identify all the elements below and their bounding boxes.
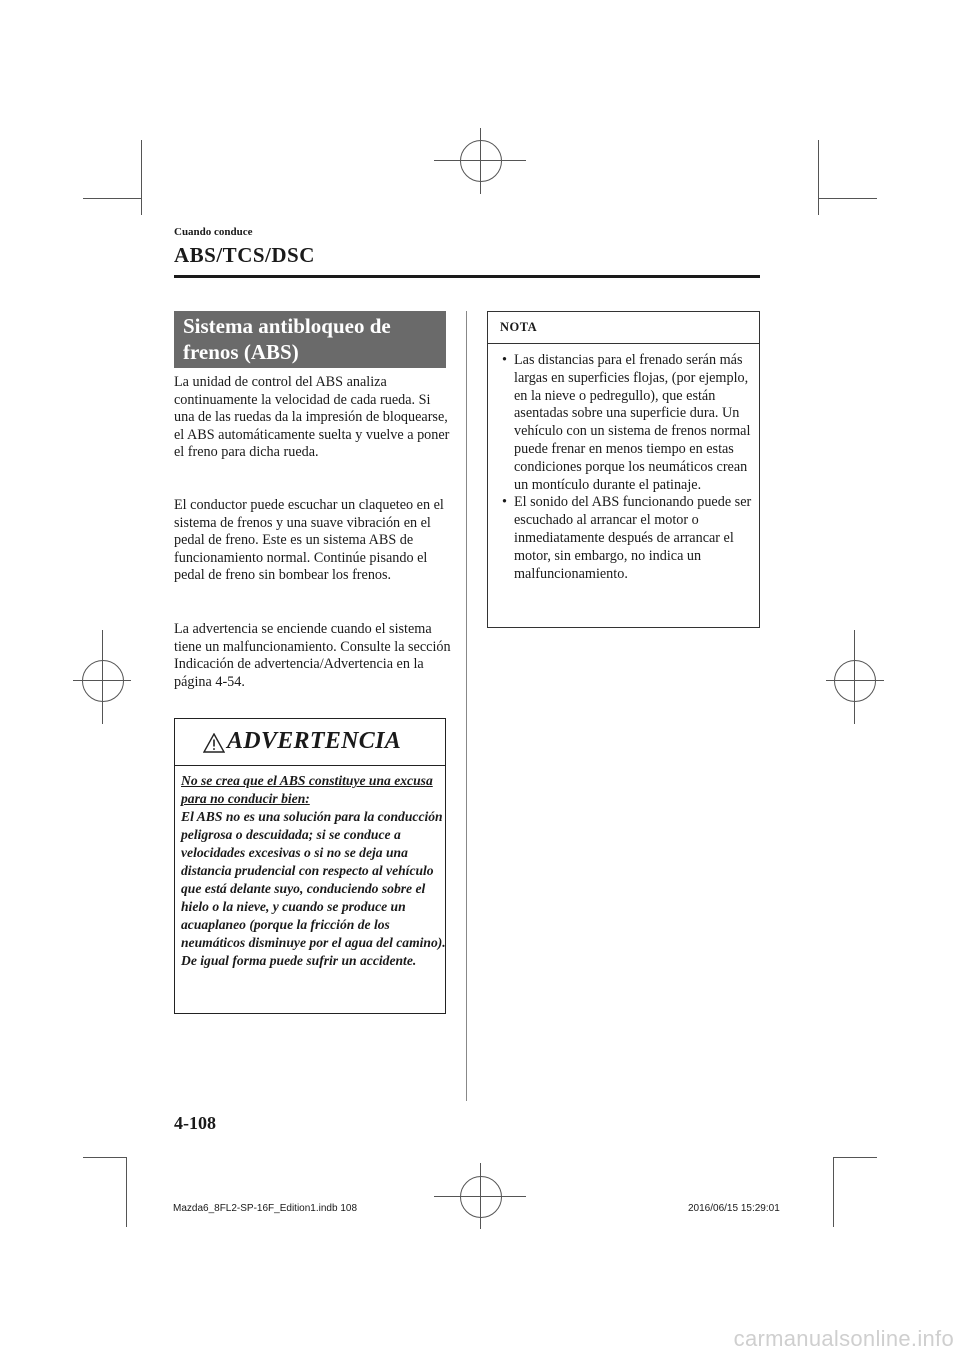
section-heading-line-2: frenos (ABS) (183, 340, 299, 364)
warning-title: ADVERTENCIA (227, 728, 402, 754)
registration-mark-bottom (460, 1176, 502, 1218)
imprint-file: Mazda6_8FL2-SP-16F_Edition1.indb 108 (173, 1203, 358, 1214)
imprint-date: 2016/06/15 15:29:01 (688, 1203, 780, 1214)
bullet-icon: • (502, 352, 507, 368)
warning-text (181, 772, 447, 970)
note-title: NOTA (500, 320, 538, 334)
paragraph-warning-light: La advertencia se enciende cuando el sistema tiene un malfuncionamiento. Consulte la sección Indicación de advertencia/Advertencia en la página 4-54. (174, 621, 451, 690)
registration-mark-top (460, 140, 502, 182)
footer-watermark: carmanualsonline.info (733, 1326, 954, 1351)
chapter-title: ABS/TCS/DSC (174, 243, 315, 267)
section-heading-line-1: Sistema antibloqueo de (183, 314, 391, 338)
paragraph-abs-control: La unidad de control del ABS analiza continuamente la velocidad de cada rueda. Si una de las ruedas da la impresión de bloquearse, el ABS automáticamente suelta y vuelve a poner el freno para dicha rueda. (174, 374, 450, 461)
column-divider (466, 311, 467, 1101)
section-heading (174, 311, 446, 368)
warning-header (175, 719, 445, 766)
warning-body: El ABS no es una solución para la conducción peligrosa o descuidada; si se conduce a velocidades excesivas o si no se deja una distancia prudencial con respecto al vehículo que está delante suyo, conduciendo sobre el hielo o la nieve, y cuando se produce un acuaplaneo (porque la fricción de los neumáticos disminuye por el agua del camino). De igual forma puede sufrir un accidente. (181, 809, 446, 968)
warning-lead: No se crea que el ABS constituye una excusa para no conducir bien: (181, 773, 433, 806)
warning-triangle-icon (203, 733, 225, 753)
note-item-text: Las distancias para el frenado serán más largas en superficies flojas, (por ejemplo, en la nieve o pedregullo), que están asentadas sobre una superficie dura. Un vehículo con un sistema de frenos normal puede frenar en menos tiempo en estas condiciones porque los neumáticos crean un montículo durante el patinaje. (514, 352, 751, 493)
page-number: 4-108 (174, 1113, 216, 1133)
note-item (500, 494, 752, 583)
note-item-text: El sonido del ABS funcionando puede ser escuchado al arrancar el motor o inmediatamente después de arrancar el motor, sin embargo, no indica un malfuncionamiento. (514, 494, 752, 582)
warning-box (174, 718, 446, 1014)
note-item (500, 352, 752, 494)
header-rule (174, 275, 760, 278)
section-label: Cuando conduce (174, 226, 253, 238)
note-header (488, 312, 759, 344)
note-list (500, 352, 752, 583)
paragraph-clicking-sound: El conductor puede escuchar un claqueteo en el sistema de frenos y una suave vibración en el pedal de freno. Este es un sistema ABS de funcionamiento normal. Continúe pisando el pedal de freno sin bombear los frenos. (174, 497, 444, 584)
registration-mark-left (82, 660, 124, 702)
note-box (487, 311, 760, 628)
registration-mark-right (834, 660, 876, 702)
bullet-icon: • (502, 494, 507, 511)
